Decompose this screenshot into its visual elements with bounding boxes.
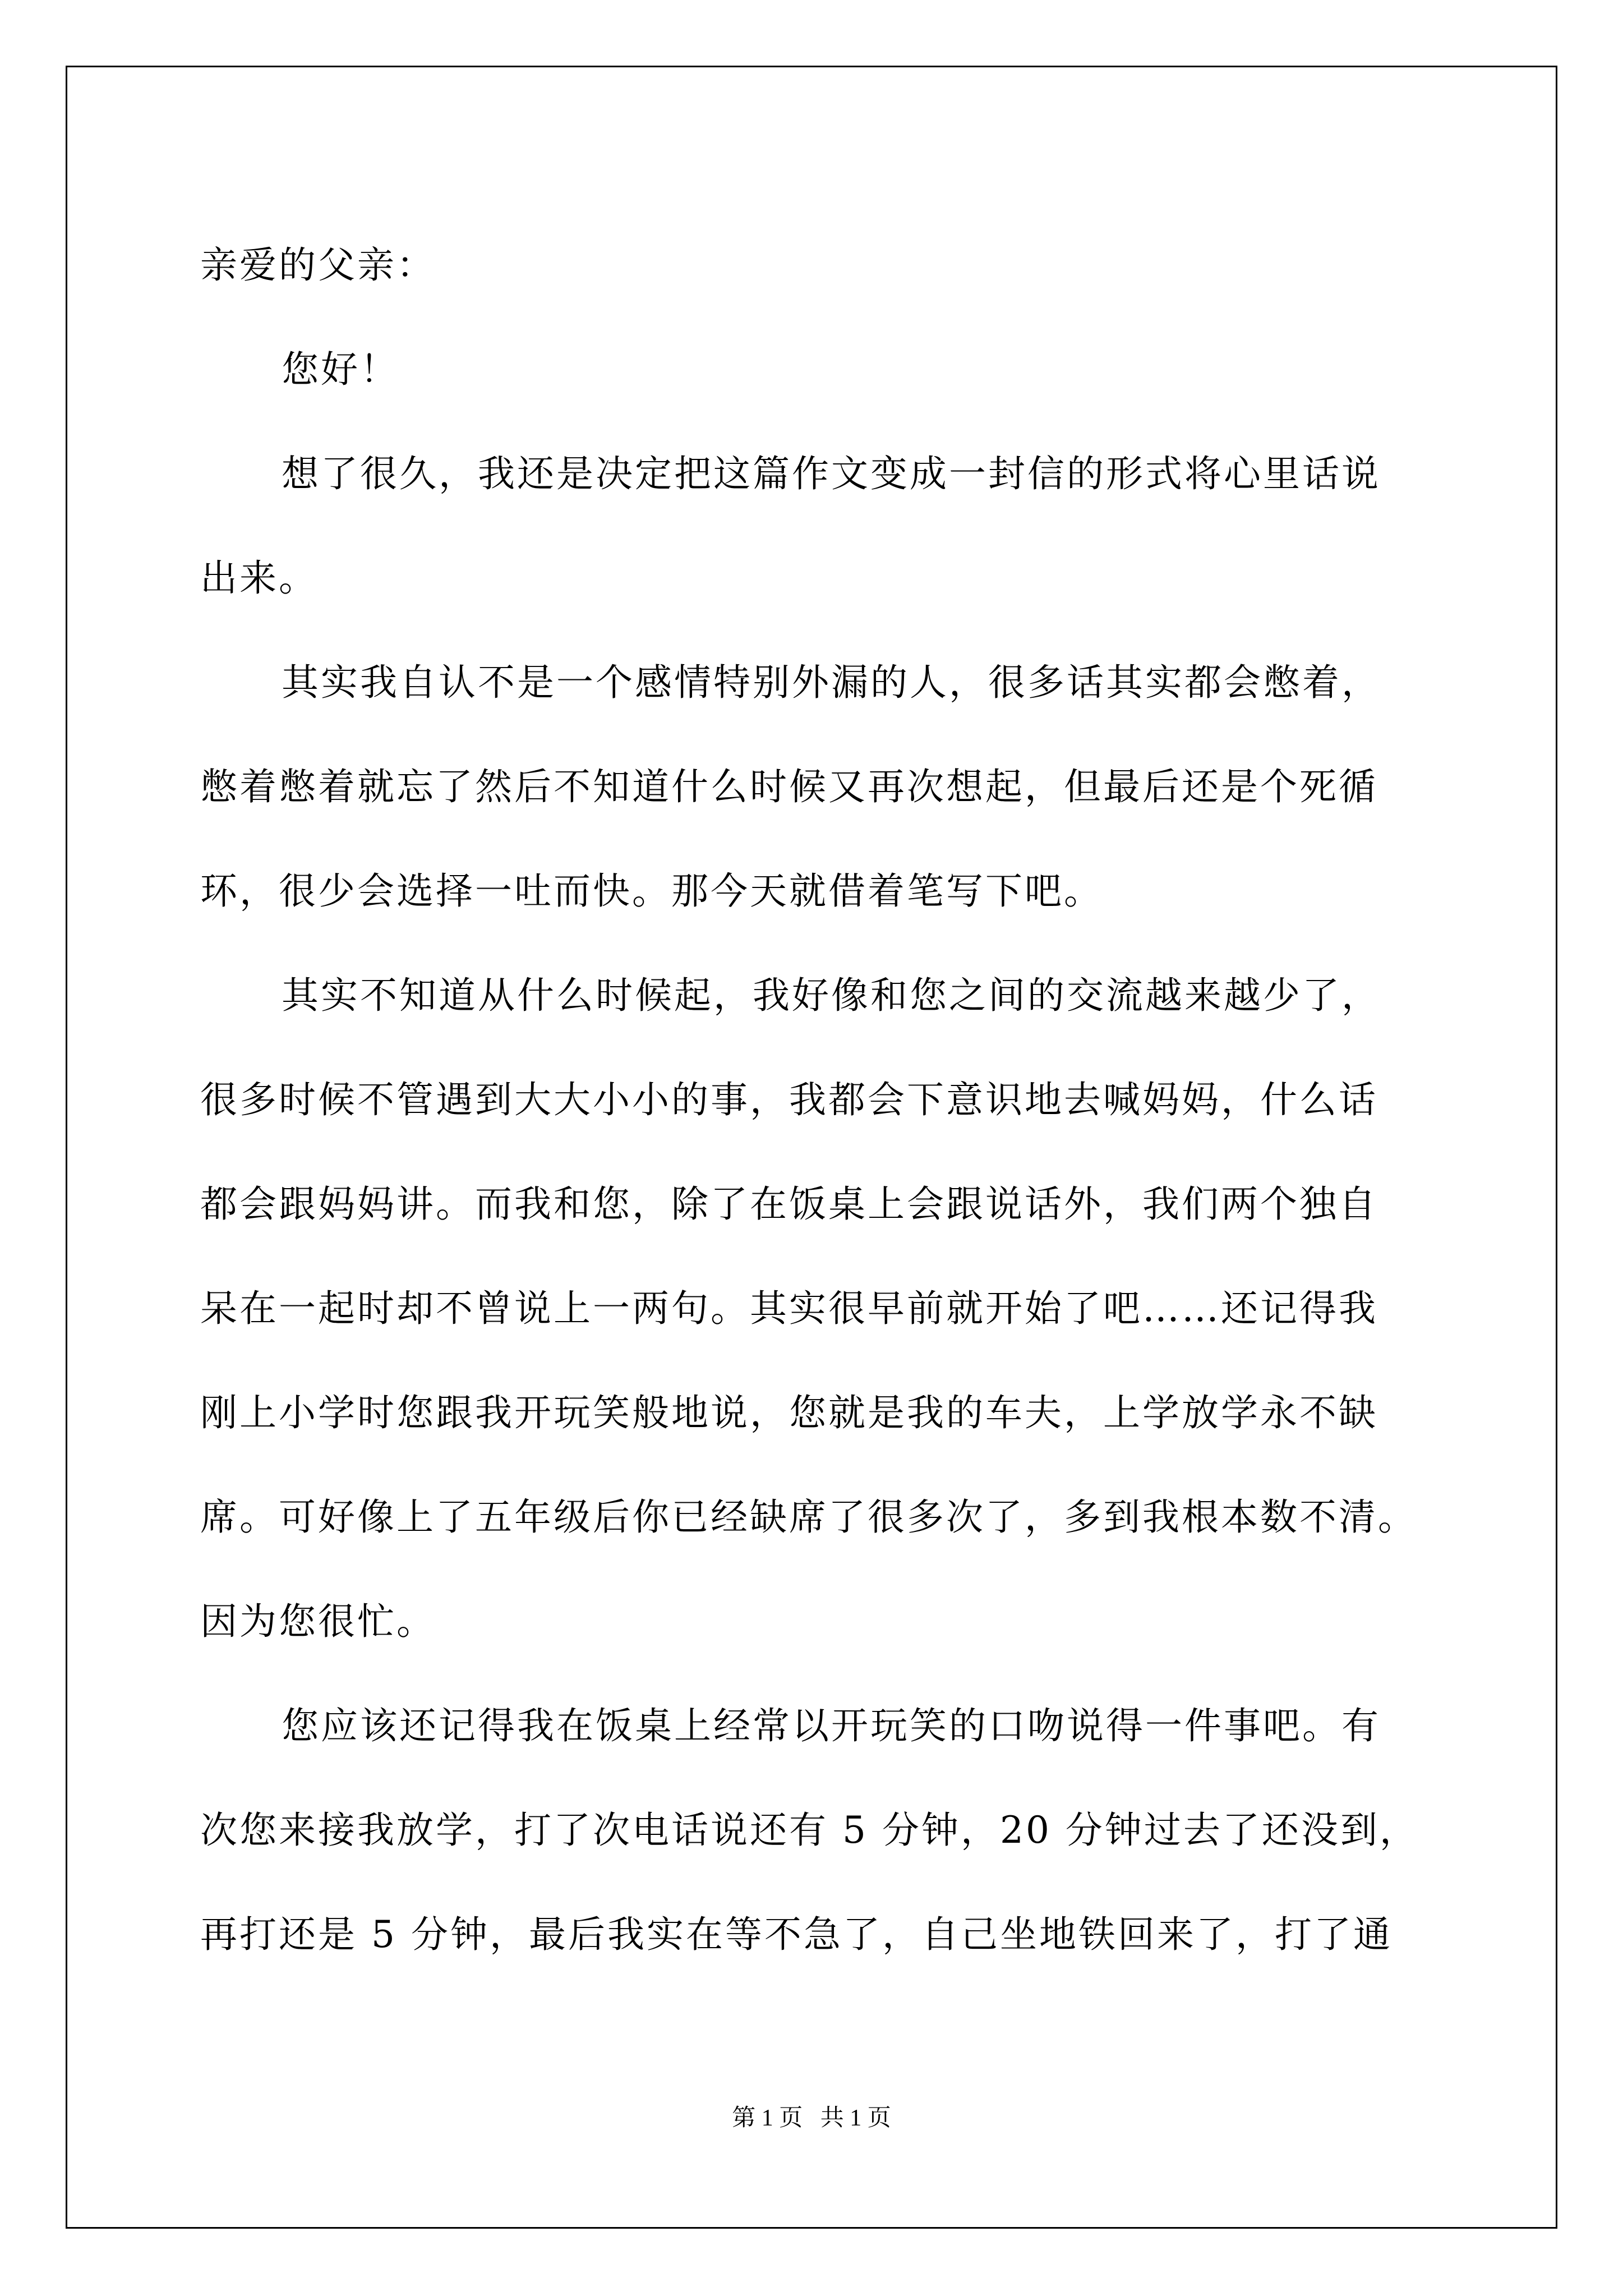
paragraph-line: 都会跟妈妈讲。而我和您，除了在饭桌上会跟说话外，我们两个独自 — [200, 1182, 1378, 1226]
paragraph-line: 您应该还记得我在饭桌上经常以开玩笑的口吻说得一件事吧。有 — [282, 1704, 1381, 1747]
paragraph-line: 因为您很忙。 — [200, 1600, 436, 1643]
greeting: 您好！ — [282, 348, 399, 391]
paragraph-line: 其实不知道从什么时候起，我好像和您之间的交流越来越少了， — [282, 974, 1381, 1017]
paragraph-line: 次您来接我放学，打了次电话说还有 5 分钟，20 分钟过去了还没到， — [200, 1809, 1419, 1852]
salutation: 亲爱的父亲： — [200, 243, 436, 287]
paragraph-line: 再打还是 5 分钟，最后我实在等不急了，自己坐地铁回来了，打了通 — [200, 1913, 1393, 1956]
paragraph-line: 其实我自认不是一个感情特别外漏的人，很多话其实都会憋着， — [282, 661, 1381, 704]
paragraph-line: 刚上小学时您跟我开玩笑般地说，您就是我的车夫，上学放学永不缺 — [200, 1391, 1378, 1434]
paragraph-line: 环，很少会选择一吐而快。那今天就借着笔写下吧。 — [200, 869, 1103, 913]
page-number-footer: 第 1 页 共 1 页 — [732, 2105, 891, 2131]
paragraph-line: 出来。 — [200, 556, 318, 600]
paragraph-line: 席。可好像上了五年级后你已经缺席了很多次了，多到我根本数不清。 — [200, 1496, 1417, 1539]
paragraph-line: 憋着憋着就忘了然后不知道什么时候又再次想起，但最后还是个死循 — [200, 765, 1378, 808]
paragraph-line: 很多时候不管遇到大大小小的事，我都会下意识地去喊妈妈，什么话 — [200, 1078, 1378, 1121]
paragraph-line: 呆在一起时却不曾说上一两句。其实很早前就开始了吧……还记得我 — [200, 1287, 1378, 1330]
paragraph-line: 想了很久，我还是决定把这篇作文变成一封信的形式将心里话说 — [282, 452, 1381, 495]
